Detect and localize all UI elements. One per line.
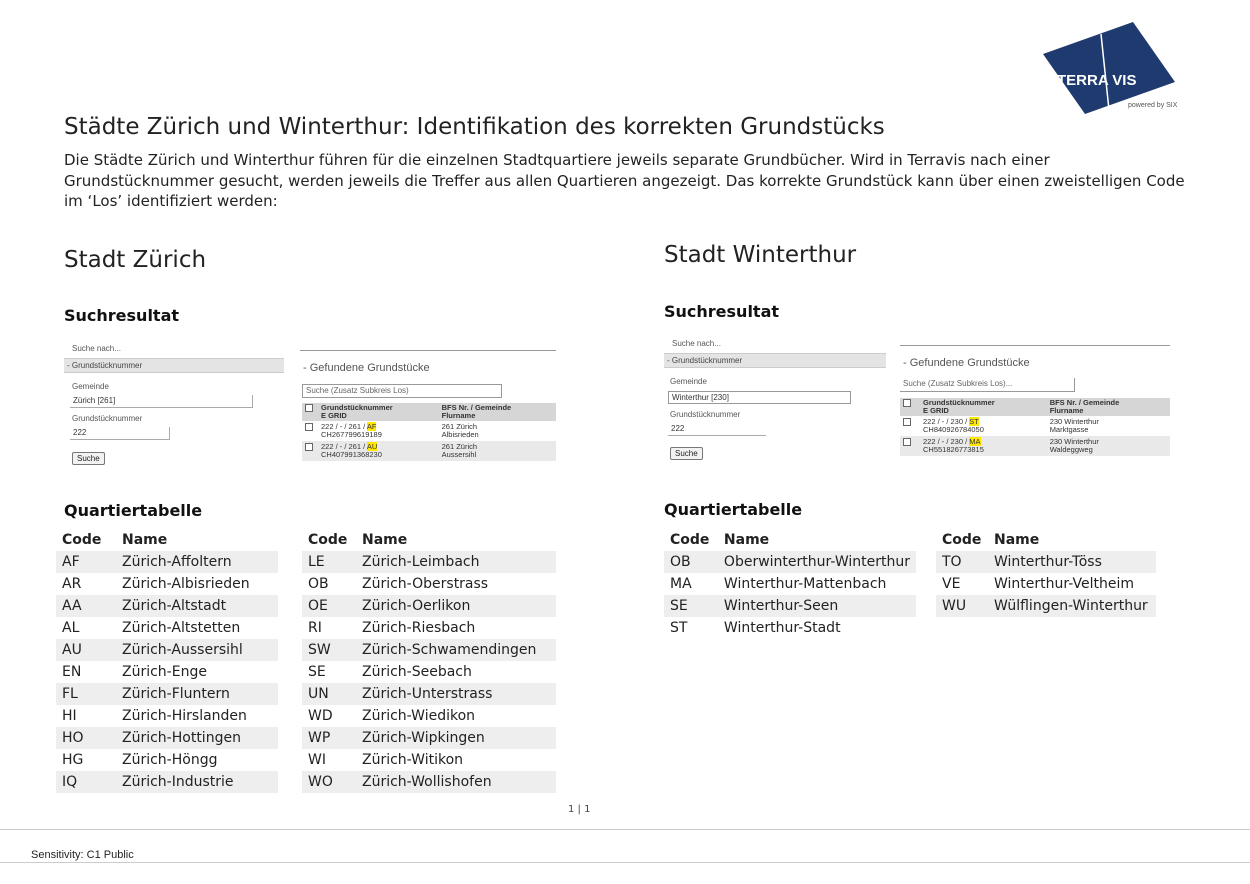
quarter-name: Zürich-Hottingen — [116, 727, 278, 749]
page-number: 1 | 1 — [568, 804, 591, 815]
select-all-checkbox[interactable] — [903, 399, 911, 407]
quarter-code: HO — [56, 727, 116, 749]
quarter-code: SW — [302, 639, 356, 661]
nummer-label: Grundstücknummer — [670, 410, 741, 419]
found-heading: - Gefundene Grundstücke — [903, 357, 1030, 369]
quarter-name: Oberwinterthur-Winterthur — [718, 551, 916, 573]
quarter-row — [302, 705, 556, 727]
nummer-label: Grundstücknummer — [72, 414, 143, 423]
quarter-code: HG — [62, 752, 84, 768]
quarter-code: AL — [62, 620, 80, 636]
result-row[interactable]: 222 / - / 261 / AU CH407991368230 261 Zürich Aussersihl — [302, 441, 556, 461]
winterthur-quarter-table-left: Code Name OB Oberwinterthur-Winterthur MA Winterthur-Mattenbach SE Winterthur-Seen ST Winterthur-Stadt — [664, 529, 916, 639]
quarter-name: Zürich-Seebach — [362, 664, 472, 680]
quarter-name: Winterthur-Mattenbach — [723, 576, 887, 592]
quarter-name: Zürich-Witikon — [362, 752, 464, 768]
quarter-code: AA — [56, 595, 116, 617]
quarter-code: TO — [936, 551, 988, 573]
grundstueck-section-bar[interactable]: - Grundstücknummer — [64, 358, 284, 373]
quarter-row — [936, 573, 1156, 595]
zurich-quarter-table-right: Code Name LE Zürich-Leimbach OB Zürich-Oberstrass OE Zürich-Oerlikon RI Zürich-Riesbach SW Zürich-Schwamendingen SE Zürich-Seebach UN Zürich-Unterstrass WD Zürich-Wiedikon WP Zürich-Wipkingen WI Zürich-Witikon WO Zürich-Wollishofen — [302, 529, 556, 793]
found-heading: - Gefundene Grundstücke — [303, 362, 430, 374]
quarter-row — [664, 551, 916, 573]
quarter-row — [664, 595, 916, 617]
quarter-name: Zürich-Schwamendingen — [356, 639, 556, 661]
los-code-highlight: AF — [366, 422, 377, 431]
quarter-row — [302, 595, 556, 617]
quarter-row — [302, 771, 556, 793]
quarter-row — [56, 551, 278, 573]
quarter-code: RI — [308, 620, 322, 636]
quarter-name: Zürich-Unterstrass — [356, 683, 556, 705]
quarter-code: WO — [302, 771, 356, 793]
winterthur-result-heading: Suchresultat — [664, 302, 780, 321]
nummer-input[interactable]: 222 — [668, 423, 766, 436]
quarter-name: Zürich-Riesbach — [362, 620, 476, 636]
grundstueck-section-bar[interactable]: - Grundstücknummer — [664, 353, 886, 368]
gemeinde-input[interactable]: Winterthur [230] — [668, 391, 851, 404]
quarter-name: Winterthur-Stadt — [723, 620, 841, 636]
quarter-row — [56, 705, 278, 727]
suche-button[interactable]: Suche — [72, 452, 105, 465]
divider — [900, 345, 1170, 346]
quarter-row — [936, 595, 1156, 617]
quarter-row — [302, 639, 556, 661]
quarter-row — [56, 749, 278, 771]
quarter-name: Zürich-Wiedikon — [362, 708, 476, 724]
quarter-code: IQ — [56, 771, 116, 793]
quarter-name: Zürich-Wollishofen — [356, 771, 556, 793]
quarter-row — [302, 551, 556, 573]
quarter-code: EN — [62, 664, 82, 680]
row-checkbox[interactable] — [903, 438, 911, 446]
quarter-name: Winterthur-Töss — [988, 551, 1156, 573]
quarter-code: WD — [308, 708, 333, 724]
quarter-row — [302, 683, 556, 705]
quarter-row — [56, 683, 278, 705]
zurich-quarter-table-left: Code Name AF Zürich-Affoltern AR Zürich-Albisrieden AA Zürich-Altstadt AL Zürich-Altstetten AU Zürich-Aussersihl EN Zürich-Enge FL Zürich-Fluntern HI Zürich-Hirslanden HO Zürich-Hottingen HG Zürich-Höngg IQ Zürich-Industrie — [56, 529, 278, 793]
quarter-code: MA — [670, 576, 692, 592]
gemeinde-label: Gemeinde — [72, 382, 109, 391]
divider — [300, 350, 556, 351]
quarter-row — [302, 617, 556, 639]
search-caption: Suche nach... — [672, 339, 721, 348]
quarter-name: Zürich-Albisrieden — [122, 576, 250, 592]
quarter-name: Zürich-Höngg — [122, 752, 218, 768]
results-table: Grundstücknummer E GRID BFS Nr. / Gemeinde Flurname 222 / - / 261 / AF CH267799619189 261 Zürich Albisrieden 222 / - / 261 / AU CH407991368230 261 Zürich Aussersihl — [302, 403, 556, 461]
quarter-name: Winterthur-Seen — [718, 595, 916, 617]
los-code-highlight: ST — [969, 417, 979, 426]
intro-paragraph: Die Städte Zürich und Winterthur führen für die einzelnen Stadtquartiere jeweils separate Grundbücher. Wird in Terravis nach einer Grundstücknummer gesucht, werden jeweils die Treffer aus allen Quartieren angezeigt. Das korrekte Grundstück kann über einen zweistelligen Code im ‘Los’ identifiziert werden: — [64, 151, 1185, 210]
quarter-name: Zürich-Altstadt — [116, 595, 278, 617]
quarter-code: WI — [308, 752, 326, 768]
result-row[interactable]: 222 / - / 230 / MA CH551826773815 230 Winterthur Waldeggweg — [900, 436, 1170, 456]
quarter-code: LE — [302, 551, 356, 573]
quarter-name: Zürich-Affoltern — [116, 551, 278, 573]
los-code-highlight: AU — [366, 442, 378, 451]
select-all-checkbox[interactable] — [305, 404, 313, 412]
quarter-row — [56, 573, 278, 595]
quarter-name: Zürich-Industrie — [116, 771, 278, 793]
quarter-name: Zürich-Oberstrass — [362, 576, 489, 592]
quarter-name: Zürich-Fluntern — [116, 683, 278, 705]
quarter-row — [56, 639, 278, 661]
winterthur-quarter-table-right: Code Name TO Winterthur-Töss VE Winterthur-Veltheim WU Wülflingen-Winterthur — [936, 529, 1156, 617]
row-checkbox[interactable] — [903, 418, 911, 426]
quarter-code: AU — [56, 639, 116, 661]
quarter-code: HI — [62, 708, 77, 724]
quarter-row — [302, 727, 556, 749]
quarter-code: OB — [308, 576, 329, 592]
quarter-code: WP — [302, 727, 356, 749]
quarter-row — [302, 749, 556, 771]
quarter-code: OE — [302, 595, 356, 617]
row-checkbox[interactable] — [305, 423, 313, 431]
quarter-row — [56, 771, 278, 793]
gemeinde-input[interactable]: Zürich [261] — [70, 395, 253, 408]
los-code-highlight: MA — [969, 437, 981, 446]
quarter-code: SE — [664, 595, 718, 617]
winterthur-table-heading: Quartiertabelle — [664, 500, 803, 519]
zurich-result-heading: Suchresultat — [64, 306, 180, 325]
quarter-code: VE — [942, 576, 961, 592]
quarter-code: AR — [62, 576, 82, 592]
quarter-name: Zürich-Wipkingen — [356, 727, 556, 749]
zurich-heading: Stadt Zürich — [64, 247, 207, 273]
result-row[interactable]: 222 / - / 261 / AF CH267799619189 261 Zürich Albisrieden — [302, 421, 556, 441]
winterthur-heading: Stadt Winterthur — [664, 242, 857, 268]
filter-input[interactable]: Suche (Zusatz Subkreis Los)... — [900, 378, 1075, 392]
quarter-name: Zürich-Oerlikon — [356, 595, 556, 617]
quarter-row — [302, 661, 556, 683]
search-caption: Suche nach... — [72, 344, 121, 353]
quarter-code: FL — [56, 683, 116, 705]
filter-input[interactable]: Suche (Zusatz Subkreis Los) — [302, 384, 502, 398]
sensitivity-label: Sensitivity: C1 Public — [31, 849, 134, 861]
quarter-row — [56, 617, 278, 639]
quarter-code: SE — [308, 664, 326, 680]
quarter-name: Winterthur-Veltheim — [994, 576, 1134, 592]
nummer-input[interactable]: 222 — [70, 427, 170, 440]
quarter-name: Zürich-Hirslanden — [122, 708, 247, 724]
logo-text: TERRA VIS — [1057, 72, 1137, 89]
quarter-code: AF — [56, 551, 116, 573]
suche-button[interactable]: Suche — [670, 447, 703, 460]
quarter-code: ST — [670, 620, 688, 636]
row-checkbox[interactable] — [305, 443, 313, 451]
quarter-name: Zürich-Aussersihl — [116, 639, 278, 661]
quarter-row — [56, 727, 278, 749]
quarter-row — [664, 617, 916, 639]
quarter-code: WU — [936, 595, 988, 617]
quarter-row — [664, 573, 916, 595]
quarter-name: Zürich-Leimbach — [356, 551, 556, 573]
quarter-code: UN — [302, 683, 356, 705]
quarter-row — [56, 661, 278, 683]
quarter-code: OB — [664, 551, 718, 573]
quarter-row — [56, 595, 278, 617]
quarter-name: Zürich-Enge — [122, 664, 207, 680]
results-table: Grundstücknummer E GRID BFS Nr. / Gemeinde Flurname 222 / - / 230 / ST CH840926784050 230 Winterthur Marktgasse 222 / - / 230 / MA CH551826773815 230 Winterthur Waldeggweg — [900, 398, 1170, 456]
gemeinde-label: Gemeinde — [670, 377, 707, 386]
quarter-row — [302, 573, 556, 595]
zurich-table-heading: Quartiertabelle — [64, 501, 203, 520]
footer — [0, 829, 1250, 863]
result-row[interactable]: 222 / - / 230 / ST CH840926784050 230 Winterthur Marktgasse — [900, 416, 1170, 436]
quarter-name: Zürich-Altstetten — [122, 620, 241, 636]
logo-subtitle: powered by SIX — [1128, 102, 1178, 109]
quarter-name: Wülflingen-Winterthur — [988, 595, 1156, 617]
page-title: Städte Zürich und Winterthur: Identifikation des korrekten Grundstücks — [64, 114, 885, 140]
quarter-row — [936, 551, 1156, 573]
